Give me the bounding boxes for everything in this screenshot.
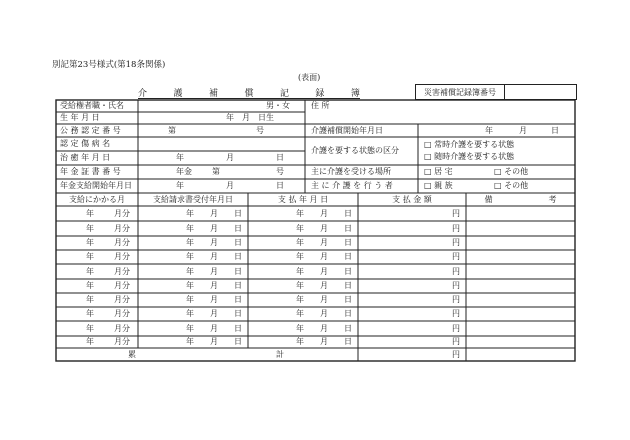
row-month-year: 年 (86, 281, 94, 290)
row-payment-year: 年 (296, 223, 304, 233)
title-char: 録 (315, 89, 325, 99)
caregiver-label: 主 に 介 護 を 行 う 者 (311, 181, 393, 190)
header-remarks: 備 考 (484, 194, 557, 204)
row-month-year: 年 (86, 223, 94, 233)
row-payment-year: 年 (296, 208, 304, 218)
row-amount-yen: 円 (452, 323, 460, 333)
pension-start-label: 年金支給開始年月日 (60, 181, 132, 190)
row-receipt-year: 年 (186, 208, 194, 218)
row-payment-year: 年 (296, 323, 304, 333)
row-month-suffix: 月分 (114, 323, 130, 333)
healing-month: 月 (226, 153, 234, 162)
row-amount-yen: 円 (452, 238, 460, 247)
row-receipt-month: 月 (210, 309, 218, 318)
row-payment-day: 日 (344, 252, 352, 261)
row-receipt-year: 年 (186, 252, 194, 261)
row-receipt-day: 日 (234, 295, 242, 304)
birth-date-label: 生 年 月 日 (60, 113, 100, 122)
row-month-year: 年 (86, 208, 94, 218)
row-payment-month: 月 (320, 309, 328, 318)
caregiver-family[interactable]: □ 親 族 (424, 181, 453, 190)
pension-cert-suffix: 号 (276, 167, 284, 176)
title-char: 護 (173, 89, 183, 99)
pension-start-year: 年 (176, 181, 184, 190)
cert-number-label: 公 務 認 定 番 号 (60, 125, 121, 135)
registry-number-label: 災害補償記録簿番号 (416, 85, 505, 99)
row-payment-day: 日 (344, 208, 352, 218)
header-amount: 支 払 金 額 (392, 194, 432, 204)
care-place-label: 主に介護を受ける場所 (311, 167, 391, 176)
row-receipt-year: 年 (186, 281, 194, 290)
row-month-suffix: 月分 (114, 295, 130, 304)
row-month-suffix: 月分 (114, 281, 130, 290)
row-receipt-day: 日 (234, 337, 242, 346)
total-label-1: 累 (128, 349, 136, 359)
row-month-year: 年 (86, 295, 94, 304)
title-char: 補 (208, 89, 218, 99)
care-start-date-label: 介護補償開始年月日 (311, 125, 383, 135)
row-month-year: 年 (86, 337, 94, 346)
row-payment-year: 年 (296, 238, 304, 247)
form-reference: 別記第23号様式(第18条関係) (52, 60, 166, 70)
row-receipt-year: 年 (186, 238, 194, 247)
row-receipt-year: 年 (186, 223, 194, 233)
row-month-year: 年 (86, 266, 94, 276)
healing-date-label: 治 癒 年 月 日 (60, 153, 111, 162)
row-payment-month: 月 (320, 281, 328, 290)
title-char: 償 (244, 89, 254, 99)
registry-number-box (415, 84, 577, 100)
row-payment-month: 月 (320, 223, 328, 233)
row-receipt-day: 日 (234, 252, 242, 261)
row-amount-yen: 円 (452, 309, 460, 318)
title-char: 介 (138, 89, 148, 99)
row-payment-month: 月 (320, 238, 328, 247)
row-payment-month: 月 (320, 295, 328, 304)
row-payment-day: 日 (344, 309, 352, 318)
row-payment-month: 月 (320, 266, 328, 276)
row-receipt-day: 日 (234, 323, 242, 333)
row-amount-yen: 円 (452, 337, 460, 346)
cert-number-suffix: 号 (256, 125, 264, 135)
row-amount-yen: 円 (452, 252, 460, 261)
row-amount-yen: 円 (452, 266, 460, 276)
row-receipt-day: 日 (234, 238, 242, 247)
row-payment-day: 日 (344, 281, 352, 290)
row-payment-year: 年 (296, 337, 304, 346)
injury-name-label: 認 定 傷 病 名 (60, 139, 111, 148)
healing-year: 年 (176, 153, 184, 162)
row-receipt-year: 年 (186, 266, 194, 276)
row-payment-day: 日 (344, 323, 352, 333)
row-payment-year: 年 (296, 309, 304, 318)
row-payment-year: 年 (296, 252, 304, 261)
pension-cert-label: 年 金 証 書 番 号 (60, 167, 121, 176)
side-label: (表面) (298, 73, 321, 82)
row-receipt-day: 日 (234, 223, 242, 233)
registry-number-field[interactable] (505, 85, 576, 99)
care-start-month: 月 (519, 125, 527, 135)
row-receipt-month: 月 (210, 323, 218, 333)
cert-number-prefix: 第 (168, 125, 176, 135)
row-payment-month: 月 (320, 252, 328, 261)
row-payment-month: 月 (320, 337, 328, 346)
pension-cert-prefix: 年金 (176, 167, 192, 176)
row-month-suffix: 月分 (114, 223, 130, 233)
row-month-year: 年 (86, 238, 94, 247)
row-month-suffix: 月分 (114, 309, 130, 318)
row-payment-month: 月 (320, 323, 328, 333)
row-payment-day: 日 (344, 238, 352, 247)
recipient-label: 受給権者職・氏名 (60, 101, 124, 110)
care-start-year: 年 (485, 125, 493, 135)
row-receipt-month: 月 (210, 238, 218, 247)
row-month-suffix: 月分 (114, 238, 130, 247)
total-label-2: 計 (276, 349, 284, 359)
row-receipt-day: 日 (234, 309, 242, 318)
row-receipt-month: 月 (210, 252, 218, 261)
care-state-occasional[interactable]: □ 随時介護を要する状態 (424, 151, 515, 161)
total-yen: 円 (452, 349, 460, 359)
care-state-constant[interactable]: □ 常時介護を要する状態 (424, 139, 515, 149)
row-receipt-month: 月 (210, 281, 218, 290)
row-month-suffix: 月分 (114, 208, 130, 218)
birth-date-field[interactable]: 年 月 日生 (226, 113, 274, 122)
row-amount-yen: 円 (452, 208, 460, 218)
row-receipt-year: 年 (186, 337, 194, 346)
row-payment-day: 日 (344, 295, 352, 304)
row-receipt-month: 月 (210, 337, 218, 346)
row-amount-yen: 円 (452, 295, 460, 304)
row-amount-yen: 円 (452, 281, 460, 290)
header-payment-date: 支 払 年 月 日 (277, 194, 329, 204)
gender-field[interactable]: 男・女 (266, 101, 290, 110)
care-state-label: 介護を要する状態の区分 (311, 146, 399, 155)
row-month-year: 年 (86, 323, 94, 333)
row-receipt-year: 年 (186, 295, 194, 304)
row-receipt-month: 月 (210, 295, 218, 304)
row-payment-year: 年 (296, 295, 304, 304)
pension-start-month: 月 (226, 181, 234, 190)
row-payment-day: 日 (344, 337, 352, 346)
row-receipt-day: 日 (234, 266, 242, 276)
row-receipt-year: 年 (186, 309, 194, 318)
title-char: 記 (279, 89, 289, 99)
title-underline (138, 98, 360, 99)
pension-start-day: 日 (276, 181, 284, 190)
header-receipt-date: 支給請求書受付年月日 (153, 194, 233, 204)
caregiver-other[interactable]: □ その他 (494, 181, 529, 190)
header-month: 支給にかかる月 (69, 194, 125, 204)
row-payment-month: 月 (320, 208, 328, 218)
row-payment-day: 日 (344, 223, 352, 233)
row-payment-day: 日 (344, 266, 352, 276)
row-receipt-day: 日 (234, 281, 242, 290)
pension-cert-mid: 第 (212, 167, 220, 176)
title-char: 簿 (350, 89, 360, 99)
row-payment-year: 年 (296, 281, 304, 290)
row-receipt-day: 日 (234, 208, 242, 218)
row-month-suffix: 月分 (114, 252, 130, 261)
care-start-day: 日 (551, 125, 559, 135)
care-place-other[interactable]: □ その他 (494, 167, 529, 176)
row-month-year: 年 (86, 309, 94, 318)
care-place-home[interactable]: □ 居 宅 (424, 167, 453, 176)
row-receipt-month: 月 (210, 266, 218, 276)
row-receipt-month: 月 (210, 223, 218, 233)
row-amount-yen: 円 (452, 223, 460, 233)
row-month-year: 年 (86, 252, 94, 261)
address-label: 住 所 (311, 101, 330, 110)
row-receipt-year: 年 (186, 323, 194, 333)
row-month-suffix: 月分 (114, 266, 130, 276)
row-payment-year: 年 (296, 266, 304, 276)
healing-day: 日 (276, 153, 284, 162)
row-month-suffix: 月分 (114, 337, 130, 346)
row-receipt-month: 月 (210, 208, 218, 218)
